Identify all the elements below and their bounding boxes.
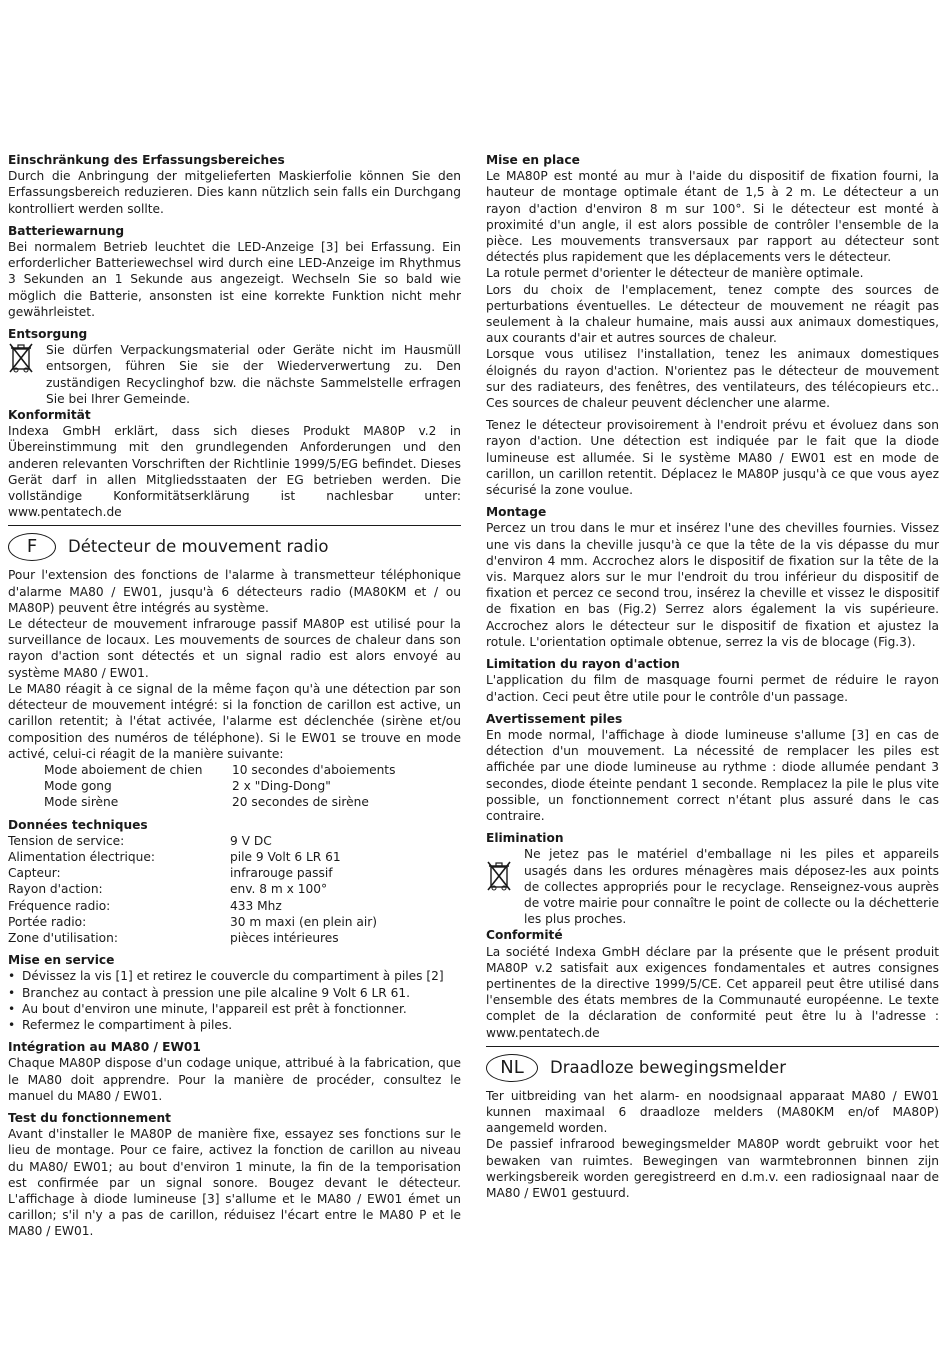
spec-label: Zone d'utilisation: [8,930,118,945]
table-row [8,778,395,794]
disposal-block [8,342,461,407]
dutch-section-header [486,1054,939,1082]
list-item: • Refermez le compartiment à piles. [8,1017,461,1033]
section-divider [486,1046,939,1047]
paragraph: Indexa GmbH erklärt, dass sich dieses Produkt MA80P v.2 in Übereinstimmung mit den grundlegenden Anforderungen und den anderen relevanten Vorschriften der Richtlinie 1999/5/EG befindet. Dieses Gerät darf in allen Mitgliedsstaaten der EG betrieben werden. Die vollständige Konformitätserklärung ist nachlesbar unter: www.pentatech.de [8,424,461,520]
paragraph: Sie dürfen Verpackungsmaterial oder Geräte nicht im Hausmüll entsorgen, führen Sie sie der Wiederverwertung zu. Den zuständigen Recyclinghof bzw. die nächste Sammelstelle erfragen Sie bei Ihrer Gemeinde. [46,343,461,406]
section-heading: Elimination [486,831,564,846]
left-column [8,152,461,1240]
section-heading: Einschränkung des Erfassungsbereiches [8,153,285,167]
mode-name: Mode sirène [44,795,119,810]
paragraph: Durch die Anbringung der mitgelieferten Maskierfolie können Sie den Erfassungsbereich reduzieren. Dies kann nützlich sein falls ein Durchgang kontrolliert werden sollte. [8,169,461,216]
paragraph: Ne jetez pas le matériel d'emballage ni les piles et appareils usagés dans les ordures ménagères mais déposez-les aux points de collectes appropriés pour le recyclage. Renseignez-vous auprès de votre mairie pour connaître le point de collecte ou la déchetterie les plus proches. [524,847,939,927]
table-row [8,914,377,930]
table-row [8,794,395,810]
mode-value: 20 secondes de sirène [232,795,369,810]
table-row [8,833,377,849]
spec-value: 30 m maxi (en plein air) [230,914,378,929]
paragraph: Le MA80 réagit à ce signal de la même façon qu'à une détection par son détecteur de mouvement intégré: si la fonction de carillon est active, un carillon retentit; à l'état activée, l'alarme est déclenchée (sirène et/ou composition des numéros de téléphone). Si le EW01 se trouve en mode activé, celui-ci réagit de la manière suivante: [8,681,461,761]
paragraph: Avant d'installer le MA80P de manière fixe, essayez ses fonctions sur le lieu de montage. Pour ce faire, activez la fonction de carillon au niveau du MA80/ EW01; au bout d'environ 1 minute, la fin de la temporisation est confirmée par un signal sonore. Bougez devant le détecteur. L'affichage à diode lumineuse [3] s'allume et le MA80 / EW01 émet un carillon; s'il n'y a pas de carillon, réduisez l'écart entre le MA80 P et le MA80 / EW01. [8,1127,461,1239]
table-row [8,849,377,865]
paragraph: Le détecteur de mouvement infrarouge passif MA80P est utilisé pour la surveillance de locaux. Les mouvements de sources de chaleur dans son rayon d'action sont détectés et un signal radio est alors envoyé au système MA80 / EW01. [8,617,461,680]
paragraph: Pour l'extension des fonctions de l'alarme à transmetteur téléphonique d'alarme MA80 / EW01, jusqu'à 6 détecteurs radio (MA80KM et / ou MA80P) peuvent être intégrés au système. [8,568,461,615]
paragraph: La rotule permet d'orienter le détecteur de manière optimale. [486,266,864,281]
table-row [8,865,377,881]
language-badge: NL [486,1054,538,1082]
language-badge: F [8,533,56,561]
spec-label: Rayon d'action: [8,882,103,897]
section-heading: Intégration au MA80 / EW01 [8,1040,201,1055]
section-heading: Entsorgung [8,327,88,342]
section-heading: Test du fonctionnement [8,1110,171,1125]
section-heading: Conformité [486,928,563,943]
crossed-bin-icon [486,846,524,927]
paragraph: La société Indexa GmbH déclare par la présente que le présent produit MA80P v.2 satisfait aux exigences fondamentales et autres consignes pertinentes de la directive 1999/5/CE. Cet appareil peut être utilisé dans l'ensemble des états membres de la Communauté européenne. Le texte complet de la déclaration de conformité peut être lu à l'adresse : www.pentatech.de [486,944,939,1040]
paragraph: Ter uitbreiding van het alarm- en noodsignaal apparaat MA80 / EW01 kunnen maximaal 6 draadloze melders (MA80KM en/of MA80P) aangemeld worden. [486,1088,939,1136]
paragraph: De passief infrarood bewegingsmelder MA80P wordt gebruikt voor het bewaken van ruimtes. Bewegingen van warmtebronnen binnen zijn werkingsbereik worden geregistreerd en d.m.v. een radiosignaal naar de MA80 / EW01 gestuurd. [486,1137,939,1200]
right-column [486,152,939,1201]
spec-label: Alimentation électrique: [8,849,155,864]
spec-label: Tension de service: [8,833,125,848]
section-heading: Avertissement piles [486,711,623,726]
section-divider [8,525,461,526]
french-section-header [8,533,461,561]
paragraph: Tenez le détecteur provisoirement à l'endroit prévu et évoluez dans son rayon d'action. Une détection est indiquée par le fait que la diode lumineuse est allumée. Si le système MA80 / EW01 est en mode de carillon, un carillon retentit. Déplacez le MA80P jusqu'à ce que vous ayez sécurisé la zone voulue. [486,418,939,498]
list-item: • Au bout d'environ une minute, l'appareil est prêt à fonctionner. [8,1001,461,1017]
section-heading: Montage [486,505,547,520]
spec-value: pile 9 Volt 6 LR 61 [230,849,341,864]
paragraph: L'application du film de masquage fourni permet de réduire le rayon d'action. Ceci peut être utile pour le contrôle d'un passage. [486,673,939,704]
paragraph: Le MA80P est monté au mur à l'aide du dispositif de fixation fourni, la hauteur de montage optimale étant de 1,5 à 2 m. Le détecteur a un rayon d'action d'environ 8 m sur 100°. Si le détecteur est monté à proximité d'un angle, il est alors possible de contrôler l'ensemble de la pièce. Les mouvements transversaux par rapport au détecteur sont détectés plus rapidement que les déplacements vers le détecteur. [486,169,939,265]
table-row [8,762,395,778]
disposal-block [486,846,939,927]
table-row [8,881,377,897]
paragraph: Lors du choix de l'emplacement, tenez compte des sources de perturbations éventuelles. Le détecteur de mouvement ne réagit pas seulement à la chaleur humaine, mais aussi aux animaux domestiques, aux courants d'air et autres sources de chaleur. [486,282,939,346]
paragraph: Bei normalem Betrieb leuchtet die LED-Anzeige [3] bei Erfassung. Ein erforderlicher Batteriewechsel wird durch eine LED-Anzeige im Rhythmus 3 Sekunden an 1 Sekunde aus angezeigt. Wechseln Sie so bald wie möglich die Batterie, ansonsten ist eine korrekte Funktion nicht mehr gewährleistet. [8,240,461,319]
list-item: • Branchez au contact à pression une pile alcaline 9 Volt 6 LR 61. [8,985,461,1001]
section-heading: Konformität [8,408,91,423]
spec-value: pièces intérieures [230,930,339,945]
section-title: Draadloze bewegingsmelder [550,1057,786,1077]
mode-name: Mode gong [44,779,112,794]
section-heading: Données techniques [8,817,148,832]
spec-label: Portée radio: [8,914,87,929]
spec-label: Fréquence radio: [8,898,111,913]
table-row [8,930,377,946]
crossed-bin-icon [8,342,46,407]
section-title: Détecteur de mouvement radio [68,537,329,557]
steps-list [8,968,461,1033]
specs-table [8,833,377,946]
paragraph: Percez un trou dans le mur et insérez l'une des chevilles fournies. Vissez une vis dans la cheville jusqu'à ce que la tête de la vis dépasse du mur d'environ 4 mm. Accrochez alors le dispositif de fixation sur la tête de la vis. Marquez alors sur le mur l'endroit du trou inférieur du dispositif de fixation et percez ce second trou, insérez la cheville et vissez le dispositif de fixation en bas (Fig.2) Serrez alors également la vis supérieure. Accrochez alors le détecteur sur le dispositif de fixation et ajustez la rotule. L'orientation optimale obtenue, serrez la vis de blocage (Fig.3). [486,521,939,649]
mode-name: Mode aboiement de chien [44,762,203,777]
spec-value: infrarouge passif [230,866,333,881]
section-heading: Limitation du rayon d'action [486,657,680,672]
paragraph: Chaque MA80P dispose d'un codage unique, attribué à la fabrication, que le MA80 doit apprendre. Pour la manière de procéder, consultez le manuel du MA80 / EW01. [8,1056,461,1103]
section-heading: Mise en place [486,153,580,167]
section-heading: Mise en service [8,953,115,968]
mode-value: 2 x "Ding-Dong" [232,779,331,794]
list-item: • Dévissez la vis [1] et retirez le couvercle du compartiment à piles [2] [8,968,461,984]
table-row [8,898,377,914]
spec-value: 433 Mhz [230,898,282,913]
paragraph: En mode normal, l'affichage à diode lumineuse s'allume [3] en cas de détection d'un mouvement. La nécessité de remplacer les piles est affichée par une diode lumineuse au rythme : diode allumée pendant 3 secondes, diode éteinte pendant 1 seconde. Remplacez la pile le plus vite possible, un fonctionnement correct n'étant plus assuré dans le cas contraire. [486,727,939,823]
mode-value: 10 secondes d'aboiements [232,762,396,777]
spec-label: Capteur: [8,866,61,881]
spec-value: 9 V DC [230,833,272,848]
paragraph: Lorsque vous utilisez l'installation, tenez les animaux domestiques éloignés du rayon d'action. N'orientez pas le détecteur de mouvement sur des radiateurs, des fenêtres, des ventilateurs, des télécopieurs etc.. Ces sources de chaleur peuvent déclencher une alarme. [486,347,939,411]
section-heading: Batteriewarnung [8,223,125,238]
spec-value: env. 8 m x 100° [230,882,328,897]
modes-table [8,762,395,811]
